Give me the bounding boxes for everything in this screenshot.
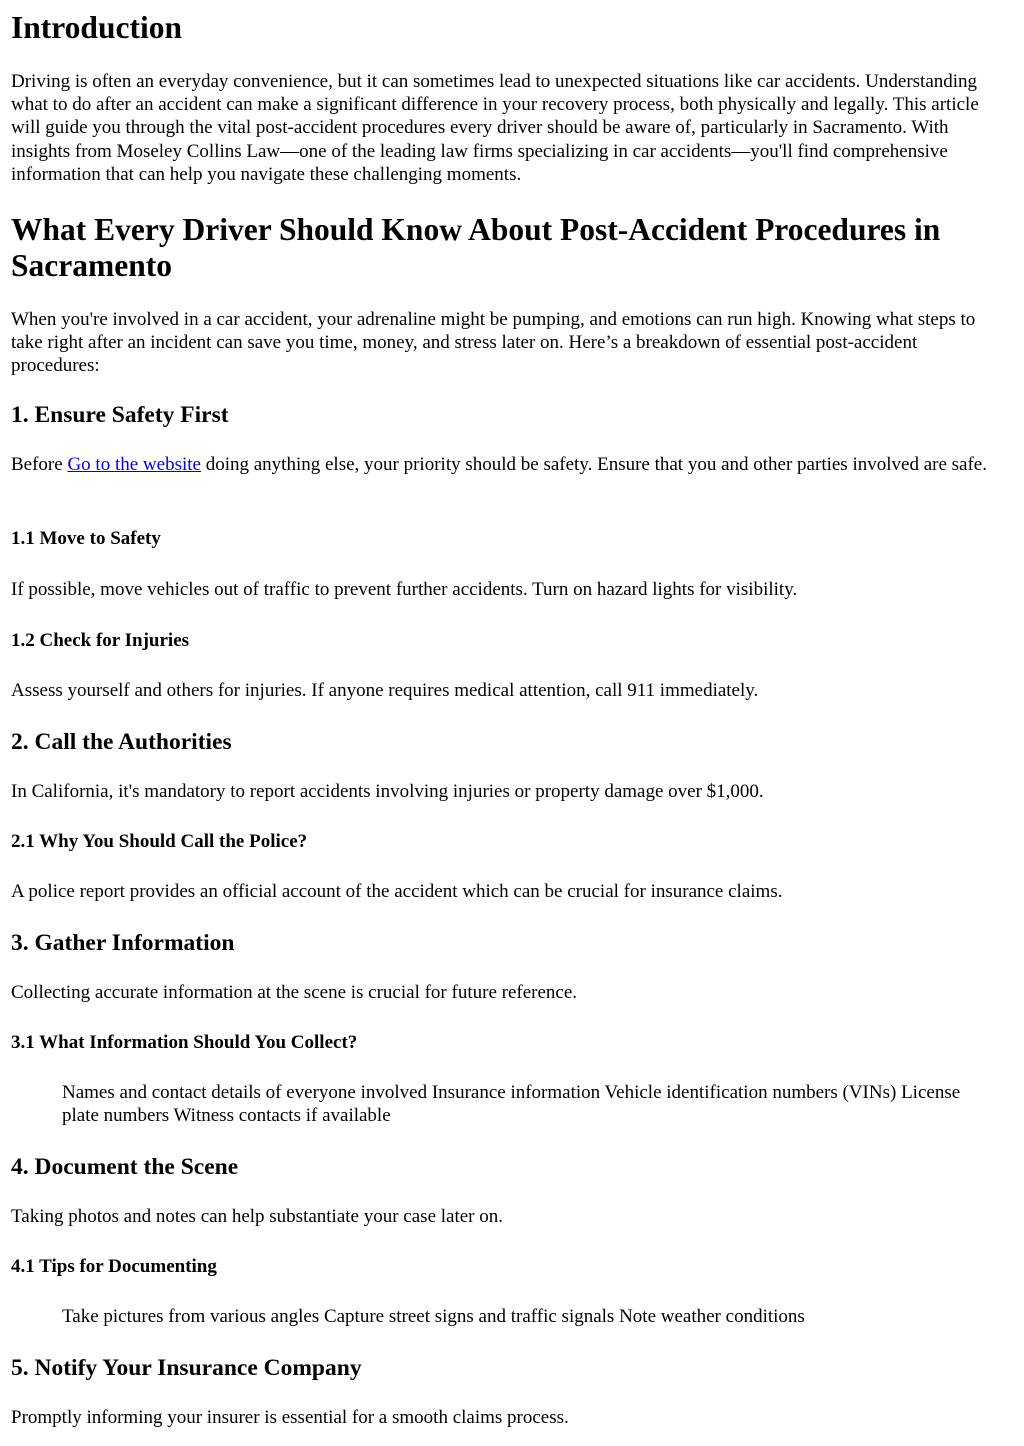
- subsection-heading-what-information: 3.1 What Information Should You Collect?: [11, 1032, 358, 1053]
- documenting-tips-list: Take pictures from various angles Capture street signs and traffic signals Note weather conditions: [62, 1306, 805, 1327]
- section-paragraph-call-authorities: In California, it's mandatory to report accidents involving injuries or property damage over $1,000.: [11, 781, 764, 802]
- section-heading-gather-information: 3. Gather Information: [11, 930, 235, 956]
- section-heading-call-authorities: 2. Call the Authorities: [11, 729, 232, 755]
- information-list: Names and contact details of everyone involved Insurance information Vehicle identification numbers (VINs) License plate numbers Witness contacts if available: [62, 1082, 961, 1127]
- paragraph-text-after-link: doing anything else, your priority should be safety. Ensure that you and other parties involved are safe.: [200, 454, 987, 475]
- subsection-heading-move-to-safety: 1.1 Move to Safety: [11, 528, 161, 549]
- website-link[interactable]: Go to the website: [67, 454, 201, 475]
- introduction-heading: Introduction: [11, 10, 182, 45]
- section-paragraph-document-scene: Taking photos and notes can help substantiate your case later on.: [11, 1206, 504, 1227]
- subsection-heading-check-injuries: 1.2 Check for Injuries: [11, 630, 190, 651]
- article-intro-paragraph: When you're involved in a car accident, your adrenaline might be pumping, and emotions can run high. Knowing what steps to take right after an incident can save you time, money, and stress later on. Here’s a breakdown of essential post-accident procedures:: [11, 309, 976, 377]
- section-heading-notify-insurance: 5. Notify Your Insurance Company: [11, 1355, 362, 1381]
- article-heading: What Every Driver Should Know About Post-Accident Procedures in Sacramento: [11, 212, 941, 283]
- paragraph-text-before-link: Before: [11, 454, 68, 475]
- section-paragraph-ensure-safety: [11, 453, 987, 476]
- section-paragraph-notify-insurance: Promptly informing your insurer is essential for a smooth claims process.: [11, 1407, 569, 1428]
- subsection-paragraph-move-to-safety: If possible, move vehicles out of traffic to prevent further accidents. Turn on hazard lights for visibility.: [11, 579, 798, 600]
- section-heading-ensure-safety: 1. Ensure Safety First: [11, 402, 229, 428]
- section-heading-document-scene: 4. Document the Scene: [11, 1154, 239, 1180]
- subsection-heading-why-call-police: 2.1 Why You Should Call the Police?: [11, 831, 308, 852]
- section-paragraph-gather-information: Collecting accurate information at the scene is crucial for future reference.: [11, 982, 578, 1003]
- subsection-heading-documenting-tips: 4.1 Tips for Documenting: [11, 1256, 217, 1277]
- introduction-paragraph: Driving is often an everyday convenience, but it can sometimes lead to unexpected situations like car accidents. Understanding what to do after an accident can make a significant difference in your recovery process, both physically and legally. This article will guide you through the vital post-accident procedures every driver should be aware of, particularly in Sacramento. With insights from Moseley Collins Law—one of the leading law firms specializing in car accidents—you'll find comprehensive information that can help you navigate these challenging moments.: [11, 71, 979, 185]
- subsection-paragraph-check-injuries: Assess yourself and others for injuries. If anyone requires medical attention, call 911 immediately.: [11, 680, 759, 701]
- subsection-paragraph-why-call-police: A police report provides an official account of the accident which can be crucial for insurance claims.: [11, 881, 783, 902]
